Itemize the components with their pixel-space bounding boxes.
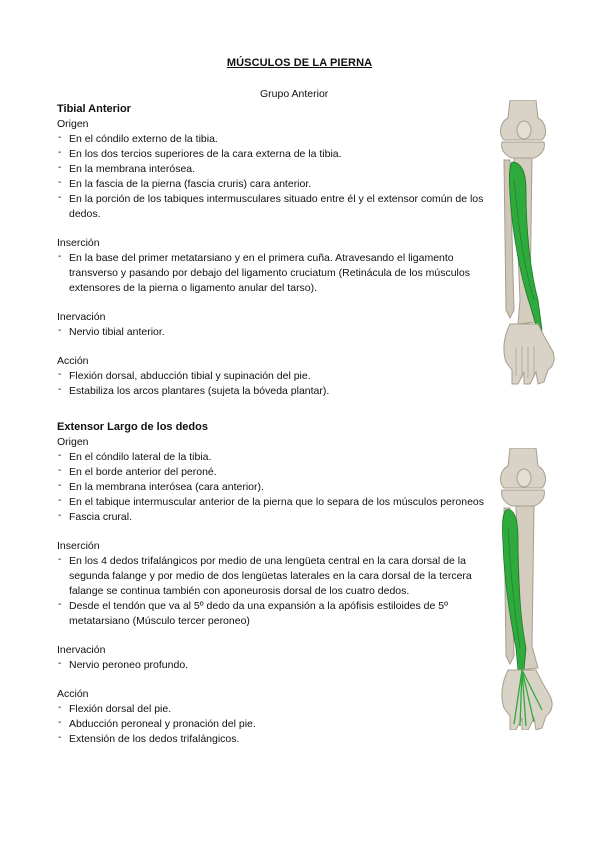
section-heading: Tibial Anterior [57, 103, 131, 115]
accion-label: Acción [57, 355, 89, 367]
origen-list [57, 132, 487, 222]
tibialis-anterior-illustration [490, 100, 560, 385]
list-item: - En el tabique intermuscular anterior de la pierna que lo separa de los músculos peroneos [57, 495, 492, 510]
list-item: - En la fascia de la pierna (fascia cruris) cara anterior. [57, 177, 487, 192]
extensor-digitorum-longus-illustration [490, 448, 560, 730]
list-item: - En la membrana interósea. [57, 162, 487, 177]
page-title: MÚSCULOS DE LA PIERNA [226, 57, 373, 69]
origen-label: Origen [57, 118, 89, 130]
list-item: - En la porción de los tabiques intermusculares situado entre él y el extensor común de los dedos. [57, 192, 487, 222]
section-extensor-largo [57, 420, 492, 747]
list-item: - Nervio tibial anterior. [57, 325, 487, 340]
inervacion-list [57, 325, 487, 340]
accion-list [57, 369, 487, 399]
list-item: - En el cóndilo externo de la tibia. [57, 132, 487, 147]
insercion-list [57, 251, 487, 296]
accion-list [57, 702, 492, 747]
inervacion-list [57, 658, 492, 673]
list-item: - En el borde anterior del peroné. [57, 465, 492, 480]
page-subtitle: Grupo Anterior [260, 88, 329, 100]
insercion-list [57, 554, 492, 629]
inervacion-label: Inervación [57, 311, 106, 323]
list-item: - En el cóndilo lateral de la tibia. [57, 450, 492, 465]
insercion-label: Inserción [57, 540, 100, 552]
list-item: - En los dos tercios superiores de la cara externa de la tibia. [57, 147, 487, 162]
origen-label: Origen [57, 436, 89, 448]
list-item: - En los 4 dedos trifalángicos por medio de una lengüeta central en la cara dorsal de la segunda falange y por medio de dos lengüetas laterales en la cara dorsal de la tercera falange se continua también con aponeurosis dorsal de los cuatro dedos. [57, 554, 492, 599]
origen-list [57, 450, 492, 525]
list-item: - Desde el tendón que va al 5º dedo da una expansión a la apófisis estiloides de 5º metatarsiano (Músculo tercer peroneo) [57, 599, 492, 629]
insercion-label: Inserción [57, 237, 100, 249]
list-item: - Nervio peroneo profundo. [57, 658, 492, 673]
list-item: - Fascia crural. [57, 510, 492, 525]
accion-label: Acción [57, 688, 89, 700]
list-item: - Estabiliza los arcos plantares (sujeta la bóveda plantar). [57, 384, 487, 399]
list-item: - Flexión dorsal del pie. [57, 702, 492, 717]
section-heading: Extensor Largo de los dedos [57, 421, 208, 433]
section-tibial-anterior [57, 102, 487, 399]
list-item: - En la base del primer metatarsiano y en el primera cuña. Atravesando el ligamento transverso y pasando por debajo del ligamento cruciatum (Retinácula de los músculos extensores de la pierna o ligamento anular del tarso). [57, 251, 487, 296]
list-item: - Extensión de los dedos trifalángicos. [57, 732, 492, 747]
list-item: - Flexión dorsal, abducción tibial y supinación del pie. [57, 369, 487, 384]
list-item: - Abducción peroneal y pronación del pie. [57, 717, 492, 732]
inervacion-label: Inervación [57, 644, 106, 656]
list-item: - En la membrana interósea (cara anterior). [57, 480, 492, 495]
